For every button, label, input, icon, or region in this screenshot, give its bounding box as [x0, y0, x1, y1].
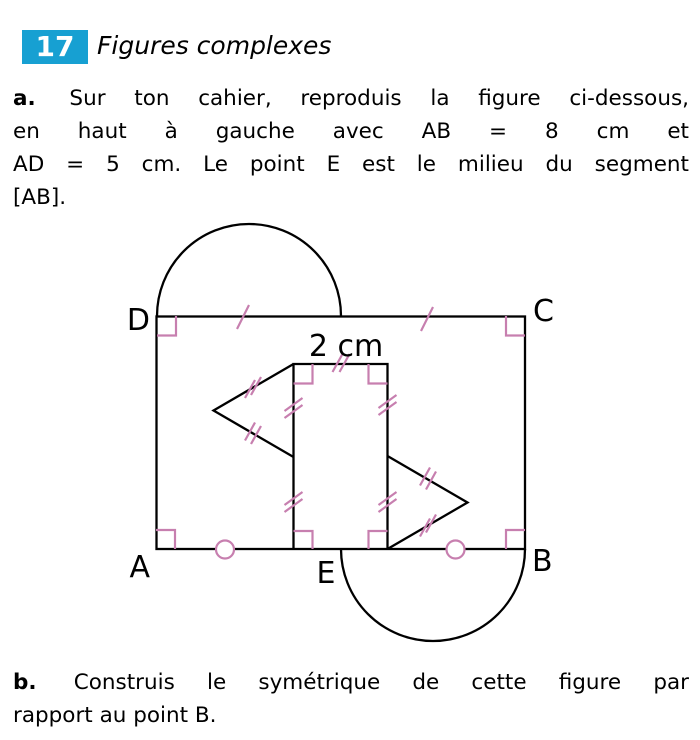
- label-point-C: C: [533, 294, 554, 329]
- label-point-A: A: [129, 550, 150, 585]
- exercise-title: Figures complexes: [97, 31, 332, 60]
- paragraph-b-line2: rapport au point B.: [13, 703, 217, 728]
- right-angle-marker-A: [156, 530, 175, 549]
- inner-rectangle: [294, 364, 388, 549]
- label-point-B: B: [532, 544, 553, 579]
- paragraph-a-line4: [AB].: [13, 185, 67, 210]
- paragraph-a-line2: en haut à gauche avec AB = 8 cm et: [13, 119, 689, 144]
- label-point-D: D: [126, 303, 150, 338]
- right-angle-marker-C: [506, 316, 525, 336]
- right-angle-marker-B: [506, 530, 525, 549]
- circle-tick-AB-left: [216, 541, 234, 559]
- paragraph-b-line1-text: Construis le symétrique de cette figure par: [73, 670, 689, 695]
- right-angle-marker-inner-top-left: [294, 364, 313, 384]
- paragraph-b-line1: [13, 666, 689, 699]
- right-angle-marker-inner-bottom-right: [369, 531, 388, 549]
- circle-tick-AB-right: [447, 541, 465, 559]
- top-semicircle: [157, 224, 341, 316]
- label-dimension-2cm: 2 cm: [308, 329, 384, 364]
- left-triangle: [214, 364, 294, 457]
- paragraph-b-prefix: b.: [13, 670, 37, 695]
- label-point-E: E: [316, 556, 336, 591]
- right-angle-marker-inner-bottom-left: [294, 531, 313, 549]
- paragraph-a-line1-text: Sur ton cahier, reproduis la figure ci-dessous,: [69, 86, 689, 111]
- exercise-number: 17: [35, 30, 75, 63]
- paragraph-b: [13, 666, 689, 732]
- single-tick-DC-right: [421, 307, 433, 331]
- bottom-semicircle: [341, 549, 525, 641]
- paragraph-a-line3: AD = 5 cm. Le point E est le milieu du segment: [13, 152, 689, 177]
- paragraph-a-prefix: a.: [13, 86, 36, 111]
- right-angle-marker-inner-top-right: [369, 364, 388, 384]
- right-angle-marker-D: [157, 316, 176, 336]
